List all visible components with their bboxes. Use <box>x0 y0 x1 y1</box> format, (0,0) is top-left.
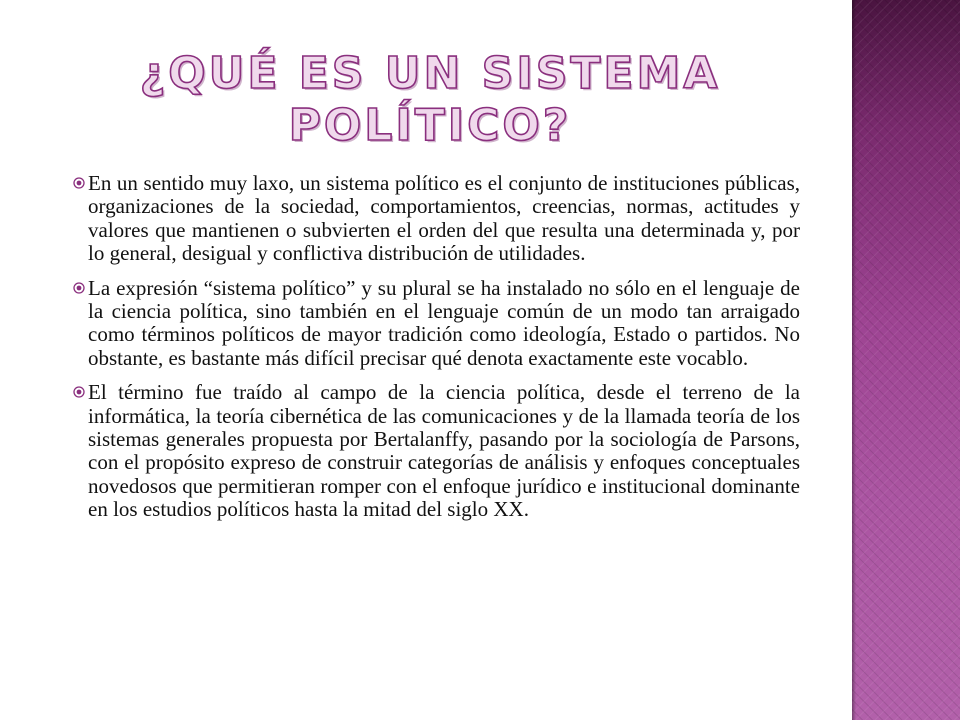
circle-bullet-icon <box>73 386 85 398</box>
slide-title <box>80 48 780 152</box>
circle-bullet-icon <box>73 282 85 294</box>
bullet-item <box>76 172 800 266</box>
bullet-text: La expresión “sistema político” y su plural se ha instalado no sólo en el lenguaje de la ciencia política, sino también en el lenguaje común de un modo tan arraigado como términos políticos de mayor tradición como ideología, Estado o partidos. No obstante, es bastante más difícil precisar qué denota exactamente este vocablo. <box>88 275 800 370</box>
bullet-text: En un sentido muy laxo, un sistema político es el conjunto de instituciones públicas, organizaciones de la sociedad, comportamientos, creencias, normas, actitudes y valores que mantienen o subvierten el orden del que resulta una determinada y, por lo general, desigual y conflictiva distribución de utilidades. <box>88 171 800 266</box>
decorative-side-panel <box>852 0 960 720</box>
bullet-list <box>76 172 800 533</box>
bullet-text: El término fue traído al campo de la ciencia política, desde el terreno de la informática, la teoría cibernética de las comunicaciones y de la llamada teoría de los sistemas generales propuesta por Bertalanffy, pasando por la sociología de Parsons, con el propósito expreso de construir categorías de análisis y enfoques conceptuales novedosos que permitieran romper con el enfoque jurídico e institucional dominante en los estudios políticos hasta la mitad del siglo XX. <box>88 380 800 522</box>
slide-title-line-2: POLÍTICO? <box>288 100 572 151</box>
circle-bullet-icon <box>73 177 85 189</box>
slide-title-line-1: ¿QUÉ ES UN SISTEMA <box>139 48 721 99</box>
bullet-item <box>76 277 800 371</box>
bullet-item <box>76 381 800 521</box>
